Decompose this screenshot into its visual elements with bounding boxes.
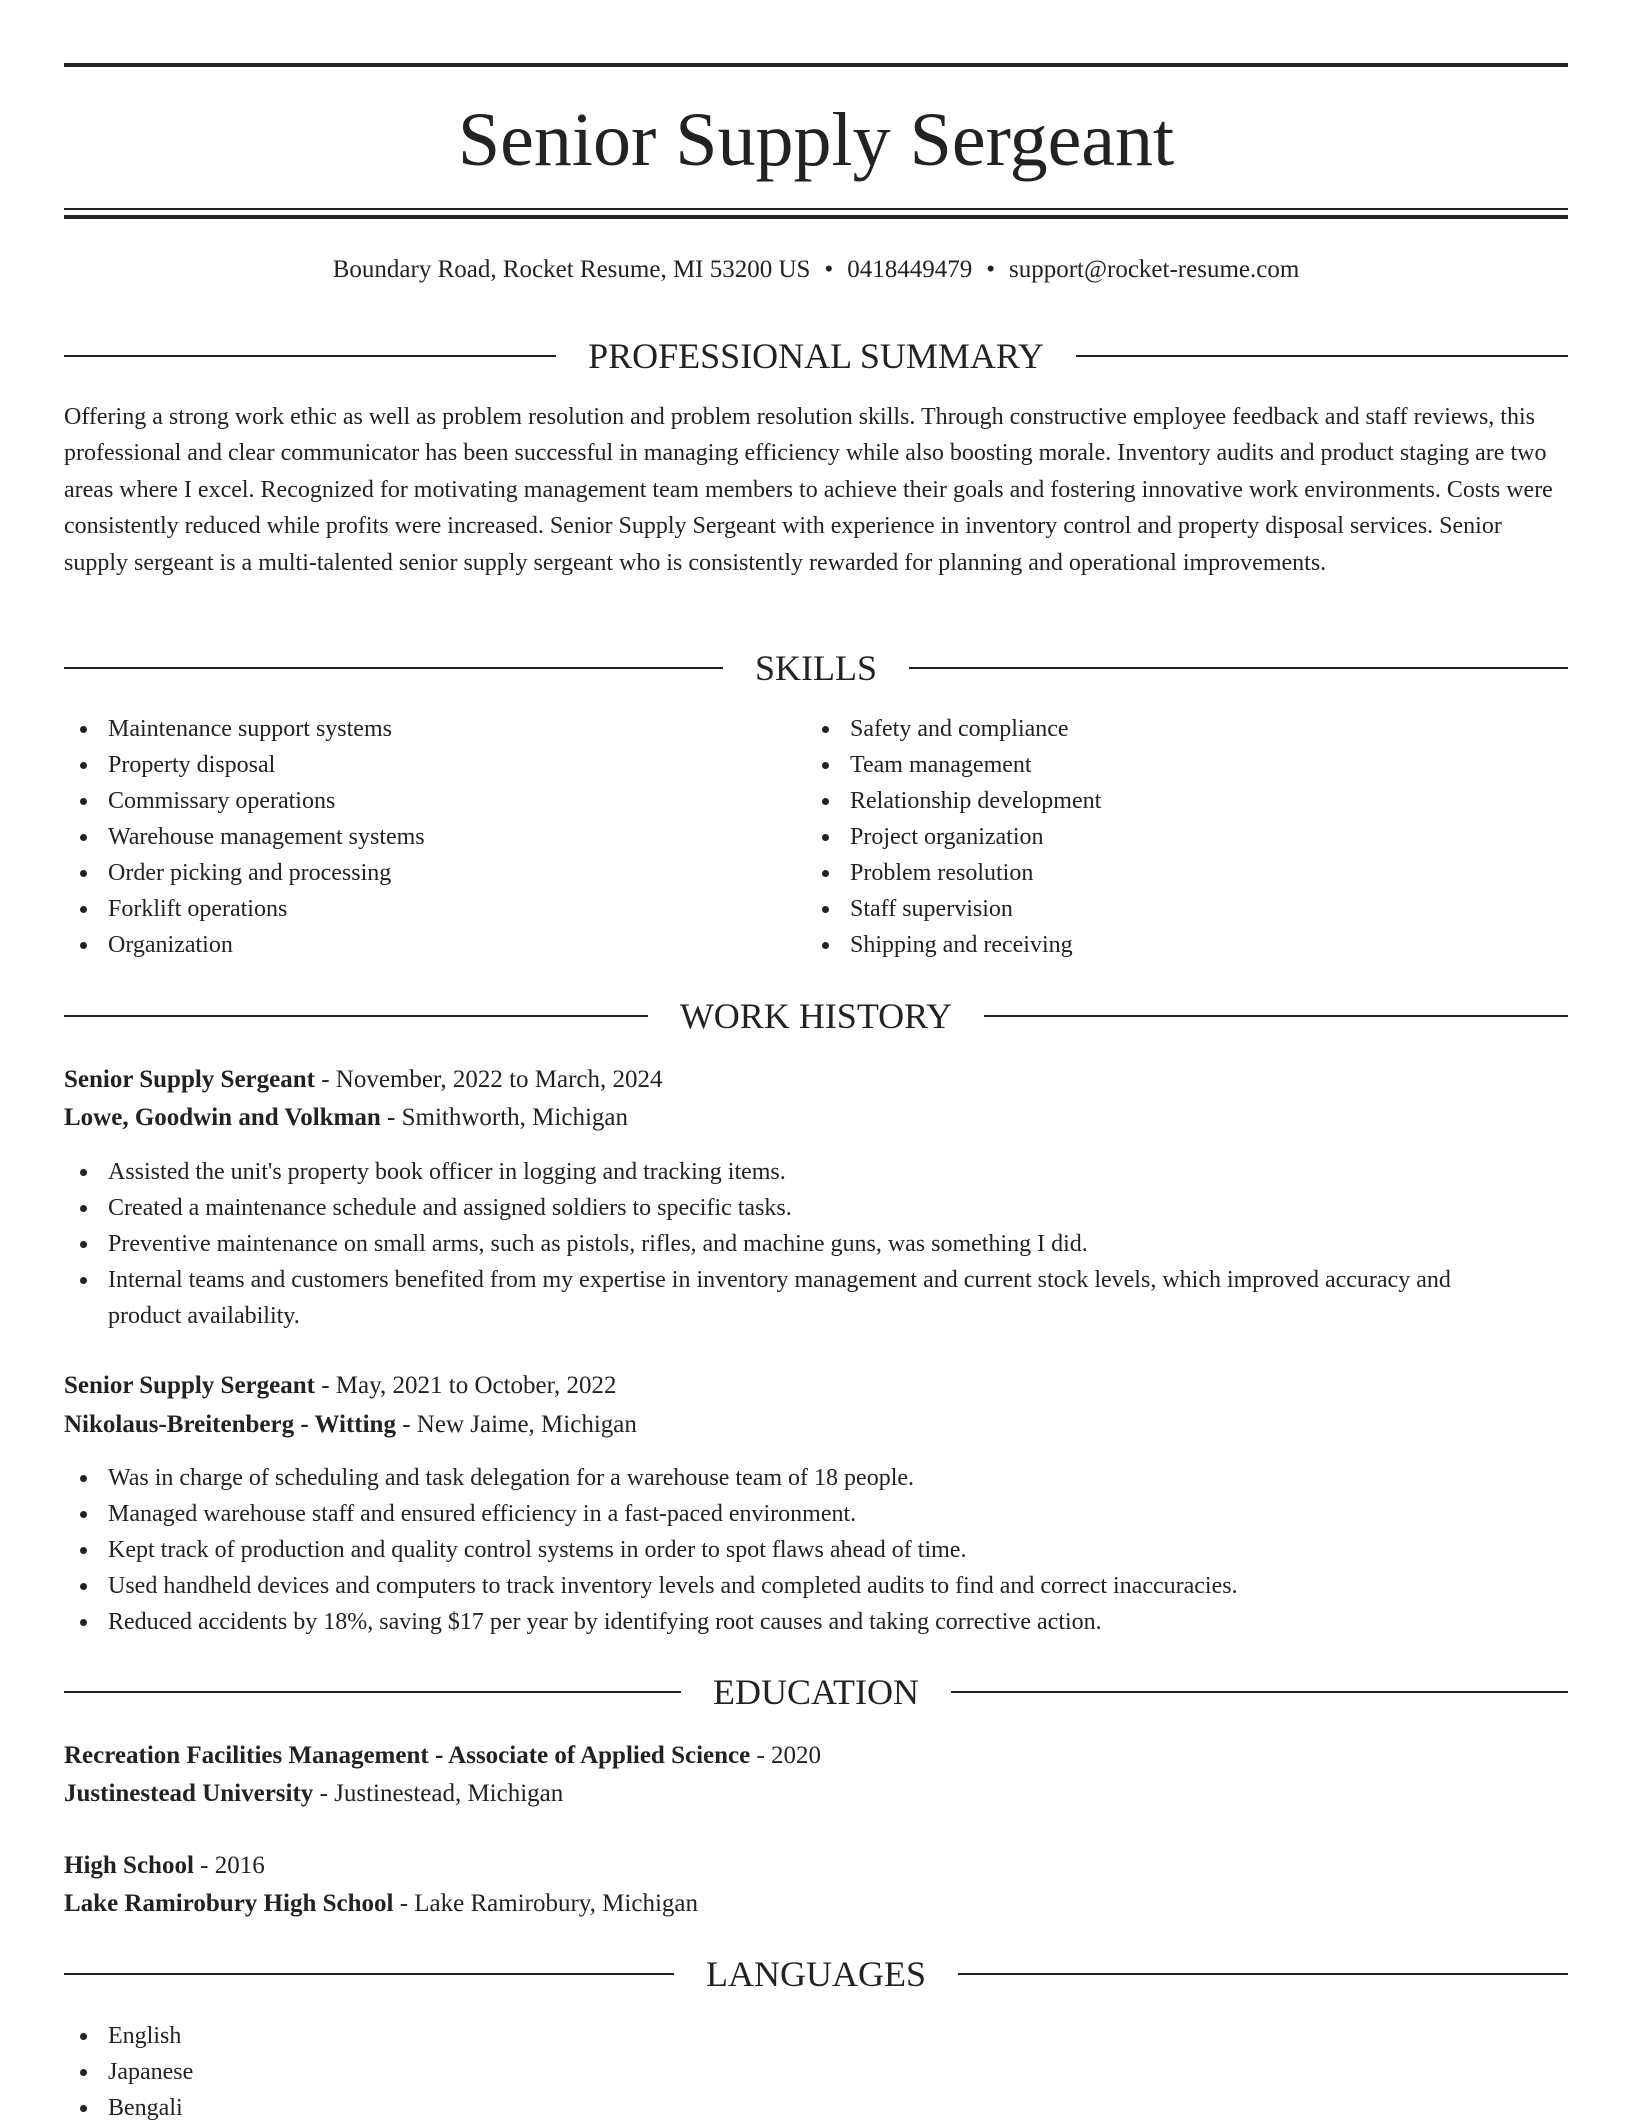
skill-item: Shipping and receiving <box>806 927 1506 963</box>
contact-line <box>64 252 1568 288</box>
skills-heading-text: SKILLS <box>755 648 878 688</box>
skill-item: Relationship development <box>806 783 1506 819</box>
skill-item: Order picking and processing <box>64 855 764 891</box>
education-school: Justinestead University <box>64 1780 314 1807</box>
job-company-line <box>64 1406 1568 1444</box>
skill-item: Project organization <box>806 819 1506 855</box>
education-year: - 2016 <box>193 1852 265 1879</box>
education-location: - Lake Ramirobury, Michigan <box>393 1890 698 1917</box>
education-heading <box>64 1670 1568 1714</box>
languages-heading <box>64 1952 1568 1996</box>
skill-item: Problem resolution <box>806 855 1506 891</box>
contact-email[interactable]: support@rocket-resume.com <box>1008 256 1300 283</box>
job-duty: Internal teams and customers benefited from my expertise in inventory management and current stock levels, which improved accuracy and product availability. <box>64 1262 1524 1334</box>
contact-separator: • <box>824 256 834 283</box>
language-item: Bengali <box>64 2090 764 2126</box>
skill-item: Organization <box>64 927 764 963</box>
header-top-rule <box>64 63 1568 67</box>
skill-item: Staff supervision <box>806 891 1506 927</box>
job-title-line <box>64 1061 1568 1099</box>
education-degree-line <box>64 1847 1568 1885</box>
job-dates: - November, 2022 to March, 2024 <box>314 1066 663 1093</box>
job-duty: Was in charge of scheduling and task delegation for a warehouse team of 18 people. <box>64 1460 1524 1496</box>
education-year: - 2020 <box>750 1742 822 1769</box>
job-duty: Managed warehouse staff and ensured efficiency in a fast-paced environment. <box>64 1496 1524 1532</box>
job-title: Senior Supply Sergeant <box>64 1372 315 1399</box>
languages-heading-text: LANGUAGES <box>706 1954 926 1994</box>
work-heading-text: WORK HISTORY <box>679 996 953 1036</box>
education-heading-text: EDUCATION <box>713 1672 919 1712</box>
skill-item: Safety and compliance <box>806 711 1506 747</box>
skill-item: Maintenance support systems <box>64 711 764 747</box>
job-location: - New Jaime, Michigan <box>395 1411 637 1438</box>
job-duty: Assisted the unit's property book officer in logging and tracking items. <box>64 1154 1524 1190</box>
education-school: Lake Ramirobury High School <box>64 1890 394 1917</box>
heading-rule <box>64 1973 674 1975</box>
heading-rule <box>958 1973 1568 1975</box>
languages-list <box>64 2018 764 2126</box>
contact-separator: • <box>986 256 995 283</box>
education-degree: Recreation Facilities Management - Associate of Applied Science <box>64 1742 751 1769</box>
education-school-line <box>64 1775 1568 1813</box>
skill-item: Forklift operations <box>64 891 764 927</box>
skill-item: Warehouse management systems <box>64 819 764 855</box>
job-duty: Reduced accidents by 18%, saving $17 per year by identifying root causes and taking corrective action. <box>64 1604 1524 1640</box>
skill-item: Team management <box>806 747 1506 783</box>
header-rule-lower <box>64 215 1568 219</box>
job-company-line <box>64 1099 1568 1137</box>
education-degree-line <box>64 1737 1568 1775</box>
summary-heading <box>64 334 1568 378</box>
heading-rule <box>64 667 723 669</box>
job-location: - Smithworth, Michigan <box>380 1104 628 1131</box>
job-duties-list <box>64 1460 1524 1640</box>
job-duty: Kept track of production and quality control systems in order to spot flaws ahead of time. <box>64 1532 1524 1568</box>
skills-list-left <box>64 711 764 963</box>
heading-rule <box>1076 355 1568 357</box>
heading-rule <box>951 1691 1568 1693</box>
summary-heading-text: PROFESSIONAL SUMMARY <box>588 336 1044 376</box>
language-item: Japanese <box>64 2054 764 2090</box>
heading-rule <box>64 355 556 357</box>
job-duty: Preventive maintenance on small arms, such as pistols, rifles, and machine guns, was something I did. <box>64 1226 1524 1262</box>
header-rule-upper <box>64 208 1568 210</box>
job-duties-list <box>64 1154 1524 1334</box>
job-duty: Created a maintenance schedule and assigned soldiers to specific tasks. <box>64 1190 1524 1226</box>
candidate-name: Senior Supply Sergeant <box>457 98 1175 182</box>
job-company: Nikolaus-Breitenberg - Witting <box>64 1411 396 1438</box>
education-location: - Justinestead, Michigan <box>313 1780 564 1807</box>
work-heading <box>64 994 1568 1038</box>
job-company: Lowe, Goodwin and Volkman <box>64 1104 381 1131</box>
heading-rule <box>909 667 1568 669</box>
heading-rule <box>984 1015 1568 1017</box>
heading-rule <box>64 1015 648 1017</box>
skill-item: Commissary operations <box>64 783 764 819</box>
education-school-line <box>64 1885 1568 1923</box>
job-duty: Used handheld devices and computers to track inventory levels and completed audits to find and correct inaccuracies. <box>64 1568 1524 1604</box>
job-dates: - May, 2021 to October, 2022 <box>314 1372 617 1399</box>
job-title-line <box>64 1367 1568 1405</box>
heading-rule <box>64 1691 681 1693</box>
skills-heading <box>64 646 1568 690</box>
skills-list-right <box>806 711 1506 963</box>
language-item: English <box>64 2018 764 2054</box>
contact-address: Boundary Road, Rocket Resume, MI 53200 US <box>332 256 811 283</box>
education-degree: High School <box>64 1852 194 1879</box>
job-title: Senior Supply Sergeant <box>64 1066 315 1093</box>
skill-item: Property disposal <box>64 747 764 783</box>
contact-phone: 0418449479 <box>847 256 973 283</box>
summary-text: Offering a strong work ethic as well as problem resolution and problem resolution skills. Through constructive employee feedback and staff reviews, this professional and clear communicator has been successful in managing efficiency while also boosting morale. Inventory audits and product staging are two areas where I excel. Recognized for motivating management team members to achieve their goals and fostering innovative work environments. Costs were consistently reduced while profits were increased. Senior Supply Sergeant with experience in inventory control and property disposal services. Senior supply sergeant is a multi-talented senior supply sergeant who is consistently rewarded for planning and operational improvements. <box>64 404 1553 576</box>
